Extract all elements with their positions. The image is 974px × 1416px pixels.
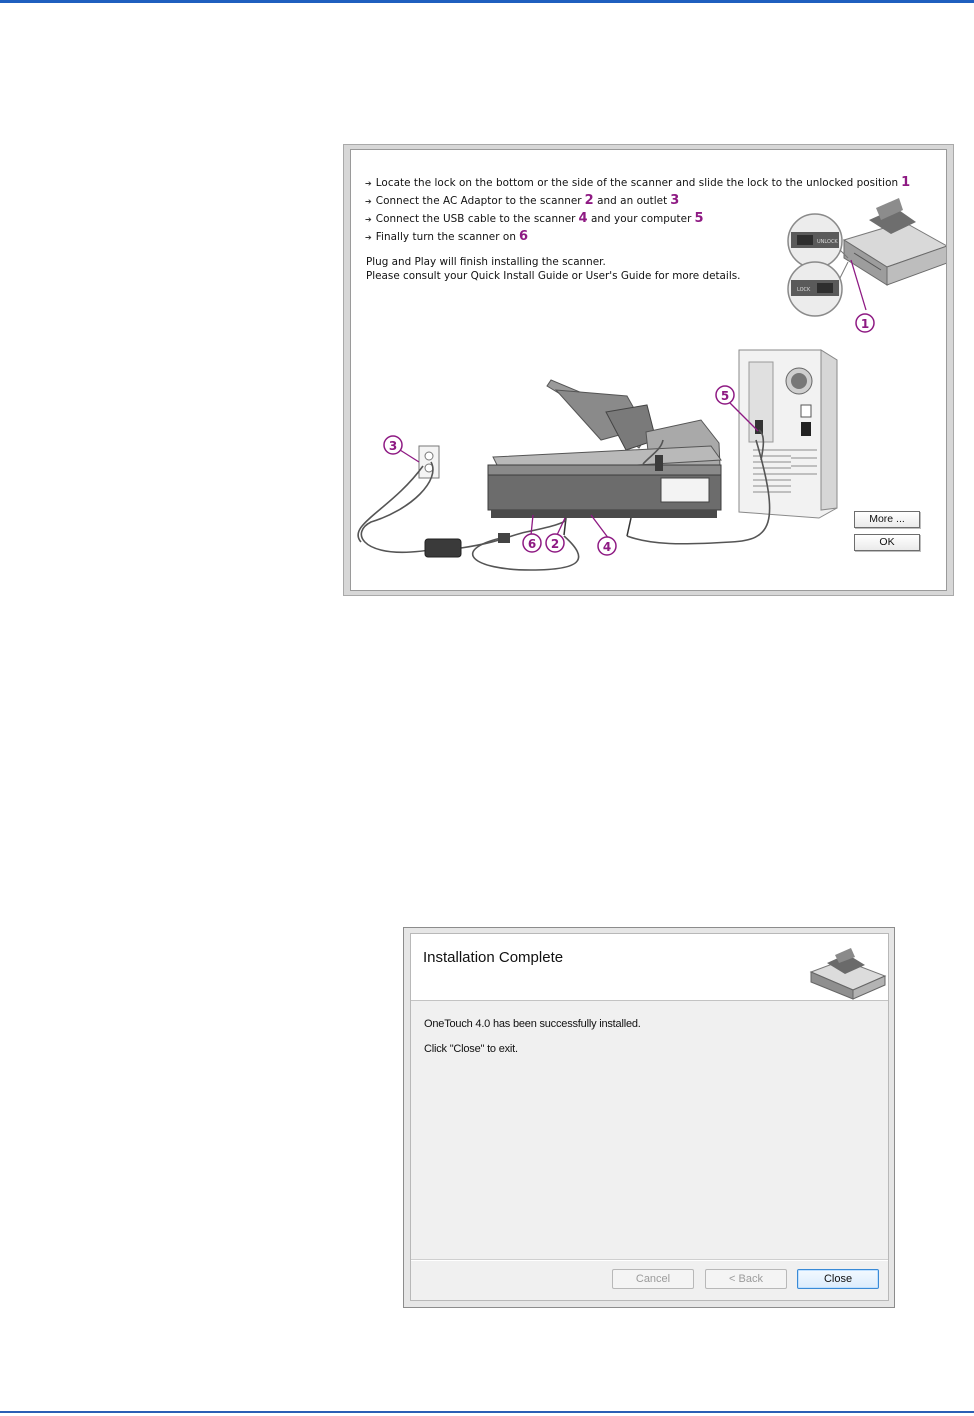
installation-complete-content bbox=[410, 933, 889, 1301]
usb-ferrite-image bbox=[655, 455, 663, 471]
scanner-lock-detail bbox=[788, 198, 947, 332]
back-button[interactable]: < Back bbox=[705, 1269, 787, 1289]
installation-success-message: OneTouch 4.0 has been successfully installed. bbox=[424, 1018, 641, 1030]
arrow-bullet-icon: ➔ bbox=[365, 215, 372, 224]
scanner-setup-content bbox=[350, 149, 947, 591]
installation-complete-window bbox=[403, 927, 895, 1308]
step-marker: 3 bbox=[670, 193, 680, 208]
wall-outlet-image bbox=[419, 446, 439, 478]
mini-scanner-image bbox=[844, 198, 947, 285]
step-text: Finally turn the scanner on bbox=[375, 231, 516, 243]
callout-number: 1 bbox=[860, 317, 870, 331]
callout-number: 5 bbox=[720, 389, 730, 403]
scanner-setup-window bbox=[343, 144, 954, 596]
footer-divider bbox=[411, 1259, 888, 1261]
step-marker: 6 bbox=[518, 229, 529, 244]
installation-exit-message: Click "Close" to exit. bbox=[424, 1043, 518, 1055]
top-page-rule bbox=[0, 0, 974, 3]
step-text: and an outlet bbox=[597, 195, 668, 207]
note-plug-and-play: Plug and Play will finish installing the scanner. bbox=[366, 256, 606, 268]
unlock-label: UNLOCK bbox=[817, 239, 838, 245]
callout-3 bbox=[384, 436, 402, 454]
more-button[interactable]: More ... bbox=[854, 511, 920, 528]
step-marker: 1 bbox=[901, 175, 911, 190]
ac-adaptor-image bbox=[425, 533, 510, 557]
step-text: Connect the USB cable to the scanner bbox=[375, 213, 576, 225]
callout-4 bbox=[598, 537, 616, 555]
scanner-icon bbox=[809, 946, 887, 1000]
callout-1 bbox=[856, 314, 874, 332]
callout-6 bbox=[523, 534, 541, 552]
callout-number: 6 bbox=[527, 537, 537, 551]
computer-tower-image bbox=[739, 350, 837, 518]
step-text: Locate the lock on the bottom or the side of the scanner and slide the lock to the unlocked position bbox=[375, 177, 899, 189]
note-consult-guide: Please consult your Quick Install Guide or User's Guide for more details. bbox=[366, 270, 741, 282]
installation-title: Installation Complete bbox=[423, 949, 564, 966]
scanner-image bbox=[488, 380, 721, 536]
callout-number: 4 bbox=[602, 540, 612, 554]
arrow-bullet-icon: ➔ bbox=[365, 233, 372, 242]
step-marker: 4 bbox=[578, 211, 588, 226]
lock-label: LOCK bbox=[797, 287, 811, 293]
callout-5 bbox=[716, 386, 734, 404]
installation-header bbox=[411, 934, 888, 1001]
step-text: Connect the AC Adaptor to the scanner bbox=[375, 195, 582, 207]
step-text: and your computer bbox=[590, 213, 692, 225]
unlock-magnifier bbox=[788, 214, 842, 268]
bottom-page-rule bbox=[0, 1411, 974, 1413]
callout-2 bbox=[546, 534, 564, 552]
lock-magnifier bbox=[788, 262, 842, 316]
step-marker: 5 bbox=[694, 211, 704, 226]
callout-number: 2 bbox=[550, 537, 560, 551]
arrow-bullet-icon: ➔ bbox=[365, 179, 372, 188]
ok-button[interactable]: OK bbox=[854, 534, 920, 551]
close-button[interactable]: Close bbox=[797, 1269, 879, 1289]
callout-number: 3 bbox=[388, 439, 398, 453]
arrow-bullet-icon: ➔ bbox=[365, 197, 372, 206]
step-marker: 2 bbox=[584, 193, 594, 208]
cancel-button[interactable]: Cancel bbox=[612, 1269, 694, 1289]
